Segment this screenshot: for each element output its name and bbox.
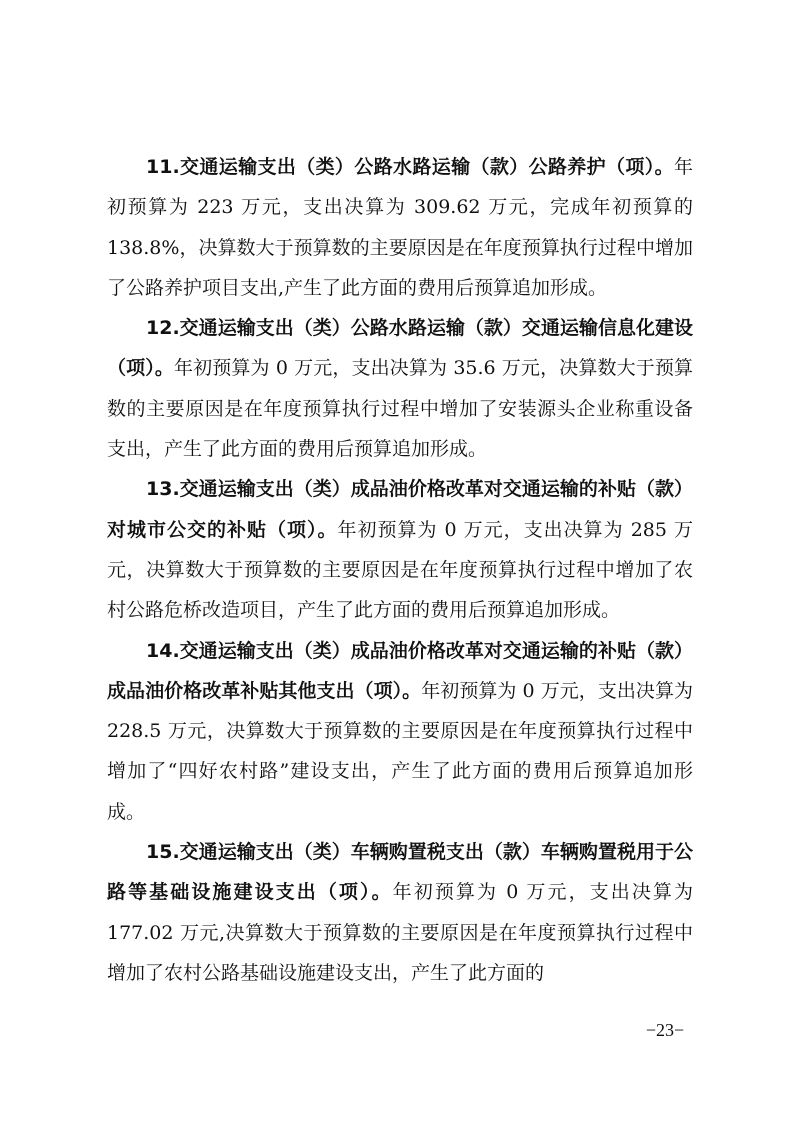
paragraph-14 [107,631,693,832]
page-number: −23− [645,1020,685,1040]
paragraph-heading: 14.交通运输支出（类）成品油价格改革对交通运输的补贴（款）成品油价格改革补贴其他支出（项）。 [107,639,693,702]
paragraph-heading: 12.交通运输支出（类）公路水路运输（款）交通运输信息化建设（项）。 [107,317,693,380]
paragraph-heading: 11.交通运输支出（类）公路水路运输（款）公路养护（项）。 [146,156,674,178]
paragraph-body: 年初预算为 0 万元，支出决算为 35.6 万元，决算数大于预算数的主要原因是在年度预算执行过程中增加了安装源头企业称重设备支出，产生了此方面的费用后预算追加形成。 [107,357,693,461]
paragraph-heading: 15.交通运输支出（类）车辆购置税支出（款）车辆购置税用于公路等基础设施建设支出（项）。 [107,841,693,904]
paragraph-body: 年初预算为 0 万元，支出决算为 177.02 万元,决算数大于预算数的主要原因是在年度预算执行过程中增加了农村公路基础设施建设支出，产生了此方面的 [107,881,693,984]
paragraph-15 [107,832,693,993]
paragraph-body: 年初预算为 0 万元，支出决算为 228.5 万元，决算数大于预算数的主要原因是在年度预算执行过程中增加了“四好农村路”建设支出，产生了此方面的费用后预算追加形成。 [107,679,693,823]
paragraph-body: 年初预算为 0 万元，支出决算为 285 万元，决算数大于预算数的主要原因是在年度预算执行过程中增加了农村公路危桥改造项目，产生了此方面的费用后预算追加形成。 [107,518,693,622]
paragraph-12 [107,308,693,469]
paragraph-heading: 13.交通运输支出（类）成品油价格改革对交通运输的补贴（款）对城市公交的补贴（项）。 [107,478,693,541]
paragraph-11 [107,147,693,308]
paragraph-body: 年初预算为 223 万元，支出决算为 309.62 万元，完成年初预算的 138.8%，决算数大于预算数的主要原因是在年度预算执行过程中增加了公路养护项目支出,产生了此方面的费用后预算追加形成。 [107,156,693,299]
document-page [107,147,693,993]
paragraph-13 [107,469,693,630]
